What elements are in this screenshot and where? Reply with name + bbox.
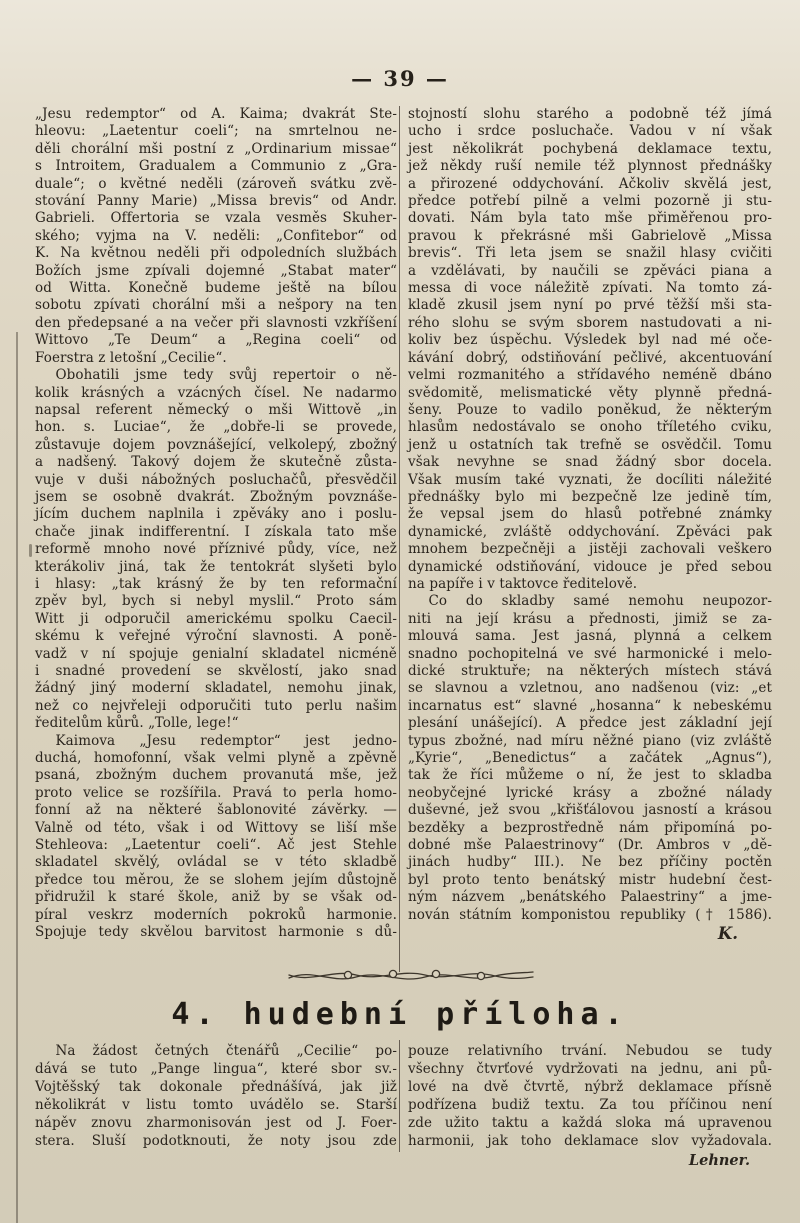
text-line: dické struktuře; na některých místech stává [408, 663, 772, 679]
text-line: Wittovo „Te Deum“ a „Regina coeli“ od [35, 332, 397, 349]
text-line: jsem se osobně dvakrát. Zbožným povznáše- [35, 488, 397, 505]
text-line: a nadšený. Takový dojem že skutečně zůsta- [35, 454, 397, 471]
top-right-text-column [408, 106, 772, 944]
text-line: duale“; o květné neděli (zároveň svátku zvě- [35, 175, 397, 192]
text-line: niti na její krásu a přednosti, jimiž se za- [408, 610, 772, 627]
text-line: předce potřebí pilně a velmi pozorně ji stu- [408, 193, 772, 210]
text-line: vuje v duši nábožných posluchačů, přesvědčil [35, 471, 397, 488]
text-line: že vepsal jsem do hlasů potřebné známky [408, 506, 772, 523]
text-line: pouze relativního trvání. Nebudou se tudy [408, 1043, 772, 1059]
text-line: šeny. Pouze to vadilo poněkud, že některým [408, 401, 772, 418]
text-line: byl proto tento benátský mistr hudební čest- [408, 871, 772, 888]
text-line: rého slohu se svým sborem nastudovati a ni- [408, 314, 772, 331]
text-line: duchá, homofonní, však velmi plyně a zpěvně [35, 750, 397, 767]
text-line: stování Panny Marie) „Missa brevis“ od Andr. [35, 193, 397, 210]
bottom-right-text-column [408, 1042, 772, 1171]
text-line: zůstavuje dojem povznášející, velkolepý, zbožný [35, 436, 397, 453]
text-line: na papíře i v taktovce ředitelově. [408, 575, 638, 592]
text-line: proto velice se rozšířila. Pravá to perla homo- [35, 784, 397, 801]
text-line: podřízena budiž textu. Za tou příčinou není [408, 1097, 772, 1113]
text-line: ným názvem „benátského Palaestriny“ a jme- [408, 889, 772, 906]
text-line: lové na dvě čtvrtě, nýbrž deklamace přísně [408, 1079, 772, 1095]
text-line: dává se tuto „Pange lingua“, které sbor sv.- [35, 1061, 397, 1077]
text-line: Co do skladby samé nemohu neupozor- [408, 593, 772, 610]
text-line: fonní až na některé šablonovité závěrky. — [35, 802, 397, 819]
text-line: chače jinak indifferentní. I získala tato mše [35, 523, 397, 540]
text-line: Gabrieli. Offertoria se vzala vesměs Skuher- [35, 210, 397, 227]
text-line: od Witta. Konečně budeme ještě na bílou [35, 280, 397, 297]
text-line: přednášky bylo mi bezpečně lze jedině tím, [408, 488, 772, 505]
text-line: Kaimova „Jesu redemptor“ jest jedno- [35, 732, 397, 749]
text-line: nápěv znovu zharmonisován jest od J. Foer- [35, 1115, 397, 1131]
text-line: žádný jiný moderní skladatel, nemohu jinak, [35, 680, 397, 697]
text-line: přidružil k staré škole, aniž by se však od- [35, 889, 397, 906]
text-line: Obohatili jsme tedy svůj repertoir o ně- [35, 367, 397, 384]
text-line: Na žádost četných čtenářů „Cecilie“ po- [35, 1043, 397, 1059]
text-line: hlasům nedostávalo se onoho tříletého cviku, [408, 419, 772, 436]
top-left-text-column [35, 106, 397, 942]
text-line: incarnatus est“ slavné „hosanna“ k nebeskému [408, 697, 772, 714]
text-line: nován státním komponistou republiky († 1586). [408, 906, 772, 923]
text-line: hon. s. Luciae“, že „dobře-li se provede, [35, 419, 397, 436]
text-line: ucho i srdce posluchače. Vadou v ní však [408, 123, 772, 140]
text-line: dobné mše Palaestrinovy“ (Dr. Ambros v „dě- [408, 837, 772, 854]
text-line: než co nejvřeleji odporučiti tuto perlu našim [35, 697, 397, 714]
text-line: mnohem bezpečněji a jistěji zachovali veškero [408, 541, 772, 558]
text-line: kávání dobrý, odstiňování pečlivé, akcentuování [408, 349, 772, 366]
text-line: píral veskrz moderních pokroků harmonie. [35, 906, 397, 923]
text-line: jež někdy ruší nemile též plynnost přednášky [408, 158, 772, 175]
text-line: kterákoliv jiná, tak že tentokrát slyšeti bylo [35, 558, 397, 575]
text-line: dovati. Nám byla tato mše přiměřenou pro- [408, 210, 772, 227]
text-line: děli chorální mši postní z „Ordinarium missae“ [35, 140, 397, 157]
text-line: jenž u ostatních tak trefně se osvědčil. Tomu [408, 436, 772, 453]
text-line: i hlasy: „tak krásný že by ten reformační [35, 575, 397, 592]
text-line: vadž v ní spojuje genialní skladatel nicméně [35, 645, 397, 662]
text-line: bezděky a bezprostředně nám připomíná po- [408, 819, 772, 836]
text-line: napsal referent německý o mši Wittově „in [35, 401, 397, 418]
text-line: ského; vyjma na V. neděli: „Confitebor“ od [35, 227, 397, 244]
text-line: messa di voce náležitě zpívati. Na tomto zá- [408, 280, 772, 297]
text-line: stojností slohu starého a podobně též jímá [408, 106, 772, 122]
section-heading: 4. hudební příloha. [171, 997, 629, 1032]
text-line: neobyčejné lyrické krásy a zbožné nálady [408, 784, 772, 801]
text-line: ředitelům kůrů. „Tolle, lege!“ [35, 715, 239, 732]
text-line: zde užito taktu a každá sloka má upravenou [408, 1115, 772, 1131]
text-line: dynamické, zvláště oddychování. Zpěváci pak [408, 523, 772, 540]
text-line: stera. Sluší podotknouti, že noty jsou zde [35, 1133, 397, 1149]
text-line: a vzdělávati, by naučili se zpěváci piana a [408, 262, 772, 279]
text-line: všechny čtvrťové vydržovati na jednu, ani pů- [408, 1061, 772, 1077]
text-line: reformě mnoho nové příznivé půdy, více, než [35, 541, 397, 558]
text-line: kolik krásných a vzácných čísel. Ne nadarmo [35, 384, 397, 401]
text-line: zpěv byl, bych si nebyl myslil.“ Proto sám [35, 593, 397, 610]
bottom-left-text-column [35, 1042, 397, 1150]
text-line: „Jesu redemptor“ od A. Kaima; dvakrát Ste- [35, 106, 397, 122]
text-line: kladě zkusil jsem nyní po prvé těžší mši sta- [408, 297, 772, 314]
author-signature-lehner: Lehner. [688, 1152, 750, 1169]
text-line: Foerstra z letošní „Cecilie“. [35, 349, 227, 366]
text-line: skladatel skvělý, ovládal se v této skladbě [35, 854, 397, 871]
text-line: velmi rozmanitého a střídavého neméně dbáno [408, 367, 772, 384]
bottom-column-divider-rule [399, 1040, 400, 1152]
text-line: Však musím také vyznati, že docíliti náležité [408, 471, 772, 488]
text-line: typus zbožné, nad míru něžné piano (viz zvláště [408, 732, 772, 749]
section-divider-ornament [286, 963, 536, 989]
text-line: plesání unášející). A předce jest základní její [408, 715, 772, 732]
text-line: Božích jsme zpívali dojemné „Stabat mater“ [35, 262, 397, 279]
text-line: Witt ji odporučil americkému spolku Caecil- [35, 610, 397, 627]
margin-mark-artifact [29, 544, 32, 557]
text-line: několikrát v listu tomto uvádělo se. Starší [35, 1097, 397, 1113]
text-line: koliv bez úspěchu. Výsledek byl nad mé oče- [408, 332, 772, 349]
text-line: jinách hudby“ III.). Ne bez příčiny poctěn [408, 854, 772, 871]
author-signature-k: K. [717, 924, 738, 944]
text-line: skému k veřejné výroční slavnosti. A poně- [35, 628, 397, 645]
text-line: „Kyrie“, „Benedictus“ a začátek „Agnus“), [408, 750, 772, 767]
text-line: jícím duchem naplnila i zpěváky ano i poslu- [35, 506, 397, 523]
text-line: se slavnou a vzletnou, ano nadšenou (viz: „et [408, 680, 772, 697]
text-line: psaná, zbožným duchem provanutá mše, jež [35, 767, 397, 784]
text-line: pravou k překrásné mši Gabrielově „Missa [408, 227, 772, 244]
text-line: předce tou měrou, že se slohem jejím důstojně [35, 871, 397, 888]
scan-page-edge-artifact [16, 332, 18, 1223]
bottom-right-lines [408, 1042, 772, 1150]
text-line: svědomitě, melismatické věty plynně předná- [408, 384, 772, 401]
text-line: sobotu zpívati chorální mši a nešpory na ten [35, 297, 397, 314]
text-line: tak že říci můžeme o ní, že jest to skladba [408, 767, 772, 784]
text-line: snadno pochopitelná ve své harmonické i melo- [408, 645, 772, 662]
text-line: K. Na květnou neděli při odpoledních službách [35, 245, 397, 262]
text-line: harmonii, jak toho deklamace slov vyžadovala. [408, 1133, 772, 1149]
text-line: Stehleova: „Laetentur coeli“. Ač jest Stehle [35, 837, 397, 854]
text-line: mlouvá sama. Jest jasná, plynná a celkem [408, 628, 772, 645]
text-line: Valně od této, však i od Wittovy se liší mše [35, 819, 397, 836]
text-line: však nevyhne se snad žádný sbor docela. [408, 454, 772, 471]
text-line: s Introitem, Gradualem a Communio z „Gra- [35, 158, 397, 175]
text-line: i snadné provedení se skvělostí, jako snad [35, 663, 397, 679]
text-line: hleovu: „Laetentur coeli“; na smrtelnou ne- [35, 123, 397, 140]
text-line: a přirozené oddychování. Ačkoliv skvělá jest, [408, 175, 772, 192]
text-line: Spojuje tedy skvělou barvitost harmonie s dů- [35, 924, 397, 941]
text-line: den předepsané a na večer při slavnosti vzkříšení [35, 314, 397, 331]
column-divider-rule [399, 106, 400, 972]
text-line: dynamické odstiňování, vidouce je před sebou [408, 558, 772, 575]
text-line: jest několikrát pochybená deklamace textu, [408, 140, 772, 157]
text-line: brevis“. Tři leta jsem se snažil hlasy cvičiti [408, 245, 772, 262]
page-number: — 39 — [351, 66, 449, 91]
top-right-lines [408, 106, 772, 924]
text-line: duševné, jež svou „křišťálovou jasností a krásou [408, 802, 772, 819]
text-line: Vojtěšský tak dokonale přednášívá, jak již [35, 1079, 397, 1095]
